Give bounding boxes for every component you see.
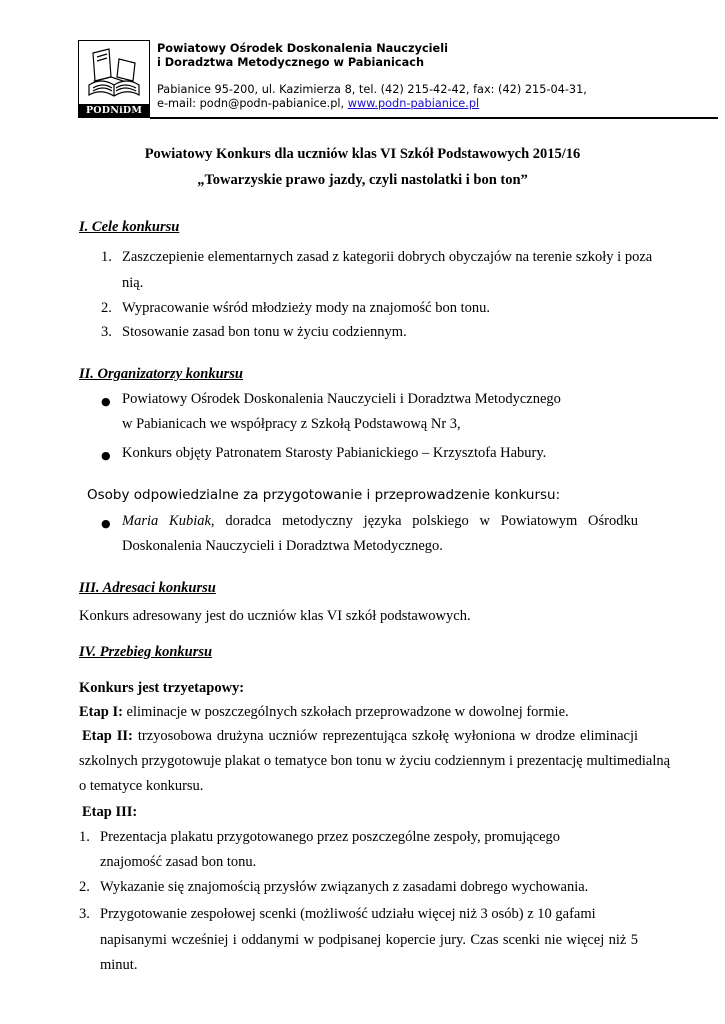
- list-number: 3.: [79, 906, 90, 922]
- addressees-text: Konkurs adresowany jest do uczniów klas VI szkół podstawowych.: [79, 608, 471, 624]
- stage1-label: Etap I:: [79, 704, 123, 720]
- section-heading-addressees: III. Adresaci konkursu: [79, 580, 216, 596]
- responsible-person-name: Maria Kubiak,: [122, 513, 215, 529]
- stage1-text: Etap I: eliminacje w poszczególnych szkołach przeprowadzone w dowolnej formie.: [79, 704, 569, 720]
- goal-item-3: Stosowanie zasad bon tonu w życiu codziennym.: [122, 324, 407, 340]
- stage3-item-1-line2: znajomość zasad bon tonu.: [100, 854, 257, 870]
- organization-name: [157, 42, 448, 70]
- stage3-item-3-line2: napisanymi wcześniej i oddanymi w podpisanej kopercie jury. Czas scenki nie więcej niż 5: [100, 932, 638, 948]
- header-divider: [150, 117, 718, 119]
- bullet-dot-icon: ●: [101, 395, 111, 408]
- organizer-item-1-line1: Powiatowy Ośrodek Doskonalenia Nauczycieli i Doradztwa Metodycznego: [122, 391, 561, 407]
- goal-item-1-line2: nią.: [122, 275, 144, 291]
- stage3-label: Etap III:: [82, 804, 138, 820]
- section-heading-goals: I. Cele konkursu: [79, 219, 180, 235]
- contest-title: Powiatowy Konkurs dla uczniów klas VI Szkół Podstawowych 2015/16: [144, 146, 581, 162]
- address-line2: [157, 97, 587, 111]
- stage2-line3: o tematyce konkursu.: [79, 778, 204, 794]
- bullet-dot-icon: ●: [101, 449, 111, 462]
- list-number: 1.: [79, 829, 90, 845]
- stage2-line2: szkolnych przygotowuje plakat o tematyce bon tonu w życiu codziennym i prezentację multimedialną: [79, 753, 671, 769]
- responsible-person-line1: [122, 513, 638, 530]
- stage3-item-1-line1: Prezentacja plakatu przygotowanego przez poszczególne zespoły, promującego: [100, 829, 561, 845]
- bullet-dot-icon: ●: [101, 517, 111, 530]
- open-book-icon: [79, 41, 149, 105]
- stage3-item-2: Wykazanie się znajomością przysłów związanych z zasadami dobrego wychowania.: [100, 879, 589, 895]
- website-link[interactable]: www.podn-pabianice.pl: [347, 97, 480, 110]
- list-number: 3.: [101, 324, 112, 340]
- section-heading-course: IV. Przebieg konkursu: [79, 644, 213, 660]
- podnidm-logo: [78, 40, 150, 118]
- stage2-line1: Etap II: trzyosobowa drużyna uczniów reprezentująca szkołę wyłoniona w drodze eliminacji: [82, 728, 638, 744]
- list-number: 2.: [79, 879, 90, 895]
- address-line1: Pabianice 95-200, ul. Kazimierza 8, tel. (42) 215-42-42, fax: (42) 215-04-31,: [157, 83, 587, 96]
- stage2-label: Etap II:: [82, 728, 133, 744]
- organizer-item-1-line2: w Pabianicach we współpracy z Szkołą Podstawową Nr 3,: [122, 416, 461, 432]
- stage3-item-3-line3: minut.: [100, 957, 138, 973]
- logo-text: PODNiDM: [79, 104, 149, 117]
- organization-address: [157, 83, 587, 111]
- stage3-item-3-line1: Przygotowanie zespołowej scenki (możliwość udziału więcej niż 3 osób) z 10 gafami: [100, 906, 596, 922]
- email-text: e-mail: podn@podn-pabianice.pl,: [157, 97, 348, 110]
- organization-name-line1: Powiatowy Ośrodek Doskonalenia Nauczycieli: [157, 42, 448, 55]
- goal-item-1-line1: Zaszczepienie elementarnych zasad z kategorii dobrych obyczajów na terenie szkoły i poza: [122, 249, 653, 265]
- organization-name-line2: i Doradztwa Metodycznego w Pabianicach: [157, 56, 424, 69]
- responsible-person-line2: Doskonalenia Nauczycieli i Doradztwa Metodycznego.: [122, 538, 443, 554]
- responsible-persons-label: Osoby odpowiedzialne za przygotowanie i przeprowadzenie konkursu:: [87, 487, 561, 503]
- goal-item-2: Wypracowanie wśród młodzieży mody na znajomość bon tonu.: [122, 300, 490, 316]
- section-heading-organizers: II. Organizatorzy konkursu: [79, 366, 243, 382]
- responsible-person-role: doradca metodyczny języka polskiego w Powiatowym Ośrodku: [214, 513, 639, 529]
- list-number: 2.: [101, 300, 112, 316]
- organizer-item-2: Konkurs objęty Patronatem Starosty Pabianickiego – Krzysztofa Habury.: [122, 445, 547, 461]
- list-number: 1.: [101, 249, 112, 265]
- course-intro: Konkurs jest trzyetapowy:: [79, 680, 245, 696]
- contest-subtitle: „Towarzyskie prawo jazdy, czyli nastolatki i bon ton”: [197, 172, 528, 188]
